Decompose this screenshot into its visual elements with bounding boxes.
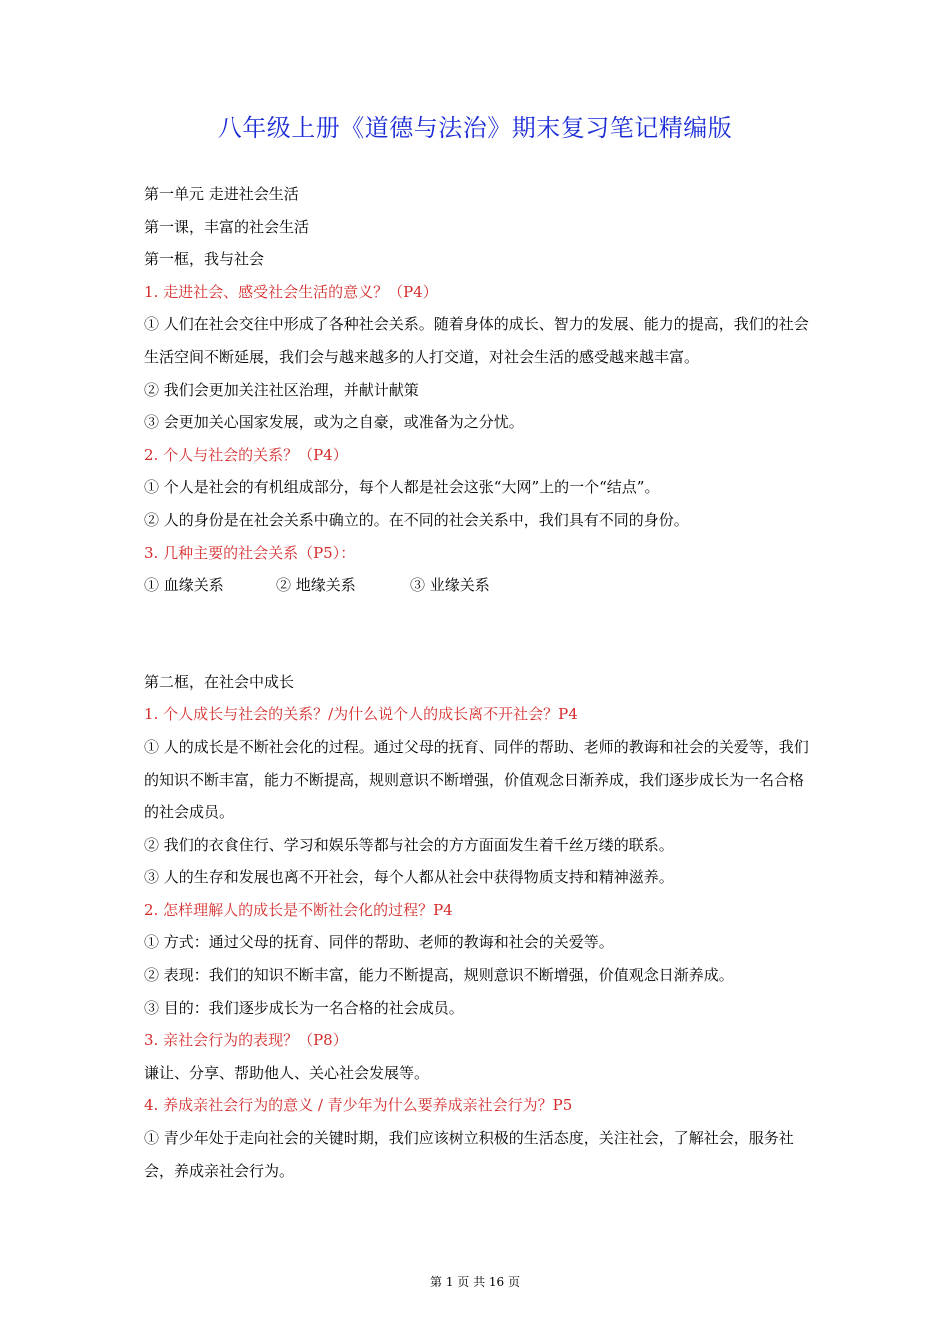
answer-paragraph: ② 人的身份是在社会关系中确立的。在不同的社会关系中，我们具有不同的身份。 [144, 510, 689, 529]
answer-paragraph: ③ 目的：我们逐步成长为一名合格的社会成员。 [144, 998, 464, 1017]
question-heading: 2. 个人与社会的关系？（P4） [144, 445, 348, 464]
answer-paragraph: ① 青少年处于走向社会的关键时期，我们应该树立积极的生活态度，关注社会，了解社会，服务社会，养成亲社会行为。 [144, 1129, 794, 1180]
answer-paragraph: ① 人们在社会交往中形成了各种社会关系。随着身体的成长、智力的发展、能力的提高，我们的社会生活空间不断延展，我们会与越来越多的人打交道，对社会生活的感受越来越丰富。 [144, 315, 809, 366]
question-heading: 4. 养成亲社会行为的意义 / 青少年为什么要养成亲社会行为？P5 [144, 1096, 573, 1115]
answer-paragraph: ② 我们的衣食住行、学习和娱乐等都与社会的方方面面发生着千丝万缕的联系。 [144, 835, 674, 854]
question-heading: 2. 怎样理解人的成长是不断社会化的过程？P4 [144, 900, 453, 919]
answer-paragraph: ② 我们会更加关注社区治理，并献计献策 [144, 380, 419, 399]
document-body [144, 178, 812, 1187]
question-heading: 3. 亲社会行为的表现？（P8） [144, 1031, 348, 1050]
answer-paragraph: ① 方式：通过父母的抚育、同伴的帮助、老师的教诲和社会的关爱等。 [144, 933, 614, 952]
relation-item: ① 血缘关系 [144, 576, 224, 595]
answer-paragraph: ① 人的成长是不断社会化的过程。通过父母的抚育、同伴的帮助、老师的教诲和社会的关爱等，我们的知识不断丰富，能力不断提高，规则意识不断增强，价值观念日渐养成，我们逐步成长为一名合格的社会成员。 [144, 737, 809, 822]
page-footer: 第 1 页 共 16 页 [430, 1275, 520, 1289]
answer-paragraph: ① 个人是社会的有机组成部分，每个人都是社会这张“大网”上的一个“结点”。 [144, 478, 660, 497]
question-heading: 1. 走进社会、感受社会生活的意义？（P4） [144, 282, 438, 301]
lesson-heading: 第一课，丰富的社会生活 [144, 217, 310, 236]
relation-list [144, 569, 812, 602]
answer-paragraph: 谦让、分享、帮助他人、关心社会发展等。 [144, 1063, 430, 1082]
answer-paragraph: ③ 会更加关心国家发展，或为之自豪，或准备为之分忧。 [144, 413, 524, 432]
question-heading: 3. 几种主要的社会关系（P5）： [144, 543, 356, 562]
relation-item: ② 地缘关系 [276, 576, 356, 595]
answer-paragraph: ③ 人的生存和发展也离不开社会，每个人都从社会中获得物质支持和精神滋养。 [144, 868, 674, 887]
unit-heading: 第一单元 走进社会生活 [144, 185, 299, 203]
answer-paragraph: ② 表现：我们的知识不断丰富，能力不断提高，规则意识不断增强，价值观念日渐养成。 [144, 966, 734, 985]
question-heading: 1. 个人成长与社会的关系？/为什么说个人的成长离不开社会？P4 [144, 705, 578, 724]
section-spacer [144, 602, 812, 666]
frame-heading: 第二框，在社会中成长 [144, 672, 295, 691]
frame-heading: 第一框，我与社会 [144, 250, 265, 269]
relation-item: ③ 业缘关系 [410, 576, 490, 595]
document-title: 八年级上册《道德与法治》期末复习笔记精编版 [217, 114, 733, 142]
